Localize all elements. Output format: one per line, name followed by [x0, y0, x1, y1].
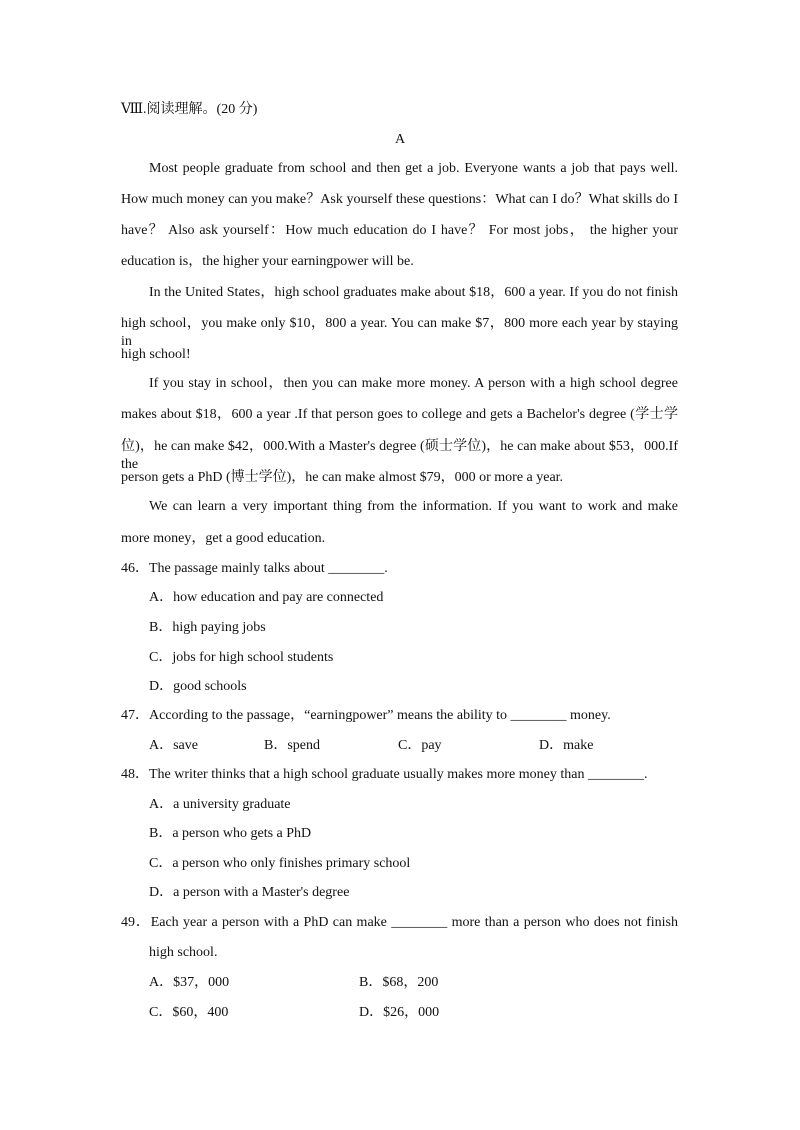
question-46-option-c: C．jobs for high school students [149, 650, 334, 665]
passage-line: education is，the higher your earningpower will be. [121, 254, 414, 269]
passage-line: person gets a PhD (博士学位)，he can make almost $79，000 or more a year. [121, 470, 564, 485]
question-49-stem: 49．Each year a person with a PhD can make ________ more than a person who does not finish [121, 915, 678, 930]
question-49-stem-continued: high school. [149, 945, 218, 960]
question-48-stem: 48．The writer thinks that a high school graduate usually makes more money than ________. [121, 767, 648, 782]
question-48-option-d: D．a person with a Master's degree [149, 885, 350, 900]
question-47-option-b: B．spend [264, 738, 320, 753]
passage-line: have？ Also ask yourself：How much education do I have？ For most jobs， the higher your [121, 223, 678, 238]
question-48-option-a: A．a university graduate [149, 797, 291, 812]
question-47-option-a: A．save [149, 738, 198, 753]
passage-line: 位)，he can make $42，000.With a Master's degree (硕士学位)，he can make about $53，000.If the [121, 439, 678, 472]
question-47-option-d: D．make [539, 738, 594, 753]
section-title: Ⅷ.阅读理解。(20 分) [121, 102, 258, 117]
passage-line: In the United States，high school graduates make about $18，600 a year. If you do not finish [149, 285, 678, 300]
question-47-stem: 47．According to the passage，“earningpower” means the ability to ________ money. [121, 708, 611, 723]
passage-line: If you stay in school，then you can make more money. A person with a high school degree [149, 376, 678, 391]
passage-line: more money，get a good education. [121, 531, 326, 546]
question-46-option-a: A．how education and pay are connected [149, 590, 384, 605]
question-47-option-c: C．pay [398, 738, 442, 753]
question-46-option-b: B．high paying jobs [149, 620, 266, 635]
question-49-option-c: C．$60，400 [149, 1005, 229, 1020]
passage-line: makes about $18，600 a year .If that person goes to college and gets a Bachelor's degree (学士学 [121, 407, 678, 422]
passage-line: How much money can you make？Ask yourself these questions：What can I do？What skills do I [121, 192, 678, 207]
passage-line: Most people graduate from school and then get a job. Everyone wants a job that pays well. [149, 161, 678, 176]
question-46-stem: 46．The passage mainly talks about ________. [121, 561, 388, 576]
question-46-option-d: D．good schools [149, 679, 247, 694]
question-48-option-c: C．a person who only finishes primary school [149, 856, 411, 871]
question-49-option-d: D．$26，000 [359, 1005, 440, 1020]
passage-line: We can learn a very important thing from the information. If you want to work and make [149, 499, 678, 514]
passage-line: high school! [121, 347, 191, 362]
question-49-option-a: A．$37，000 [149, 975, 230, 990]
passage-label: A [395, 132, 406, 147]
passage-line: high school，you make only $10，800 a year. You can make $7，800 more each year by staying in [121, 316, 678, 349]
question-48-option-b: B．a person who gets a PhD [149, 826, 312, 841]
question-49-option-b: B．$68，200 [359, 975, 439, 990]
